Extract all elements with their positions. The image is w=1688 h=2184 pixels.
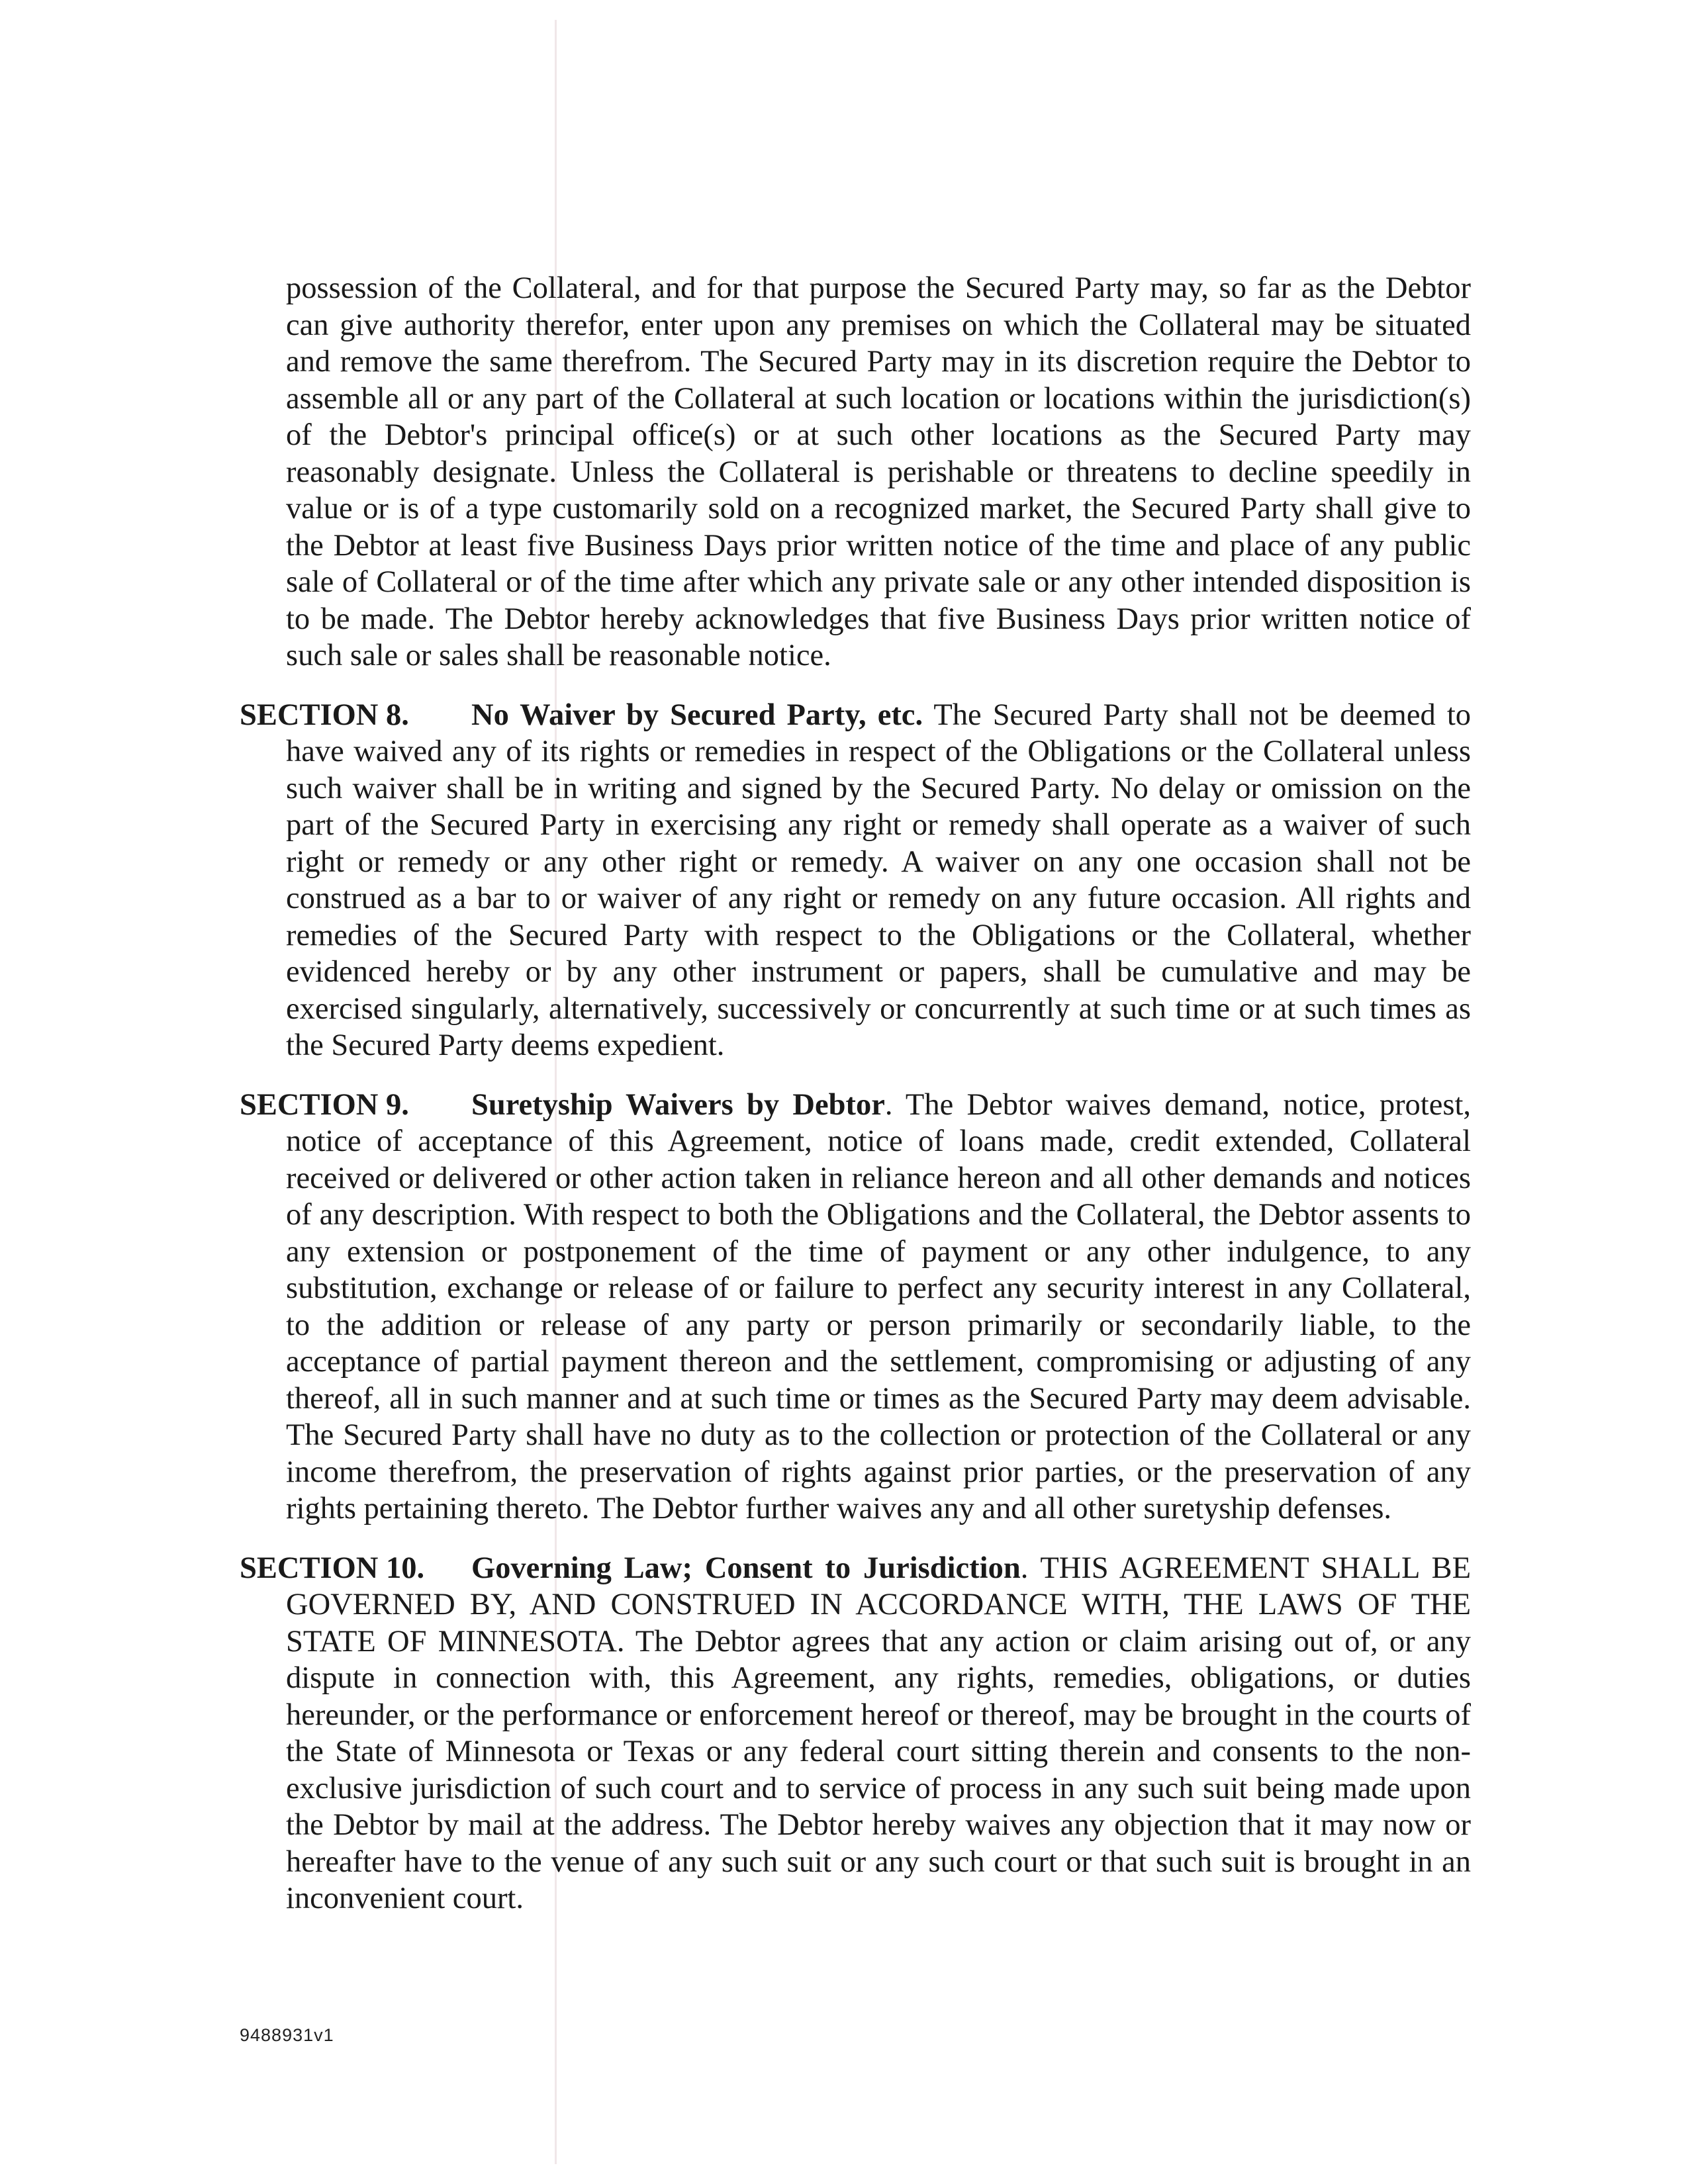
- section-9-title: Suretyship Waivers by Debtor: [471, 1087, 885, 1122]
- section-8-body: The Secured Party shall not be deemed to have waived any of its rights or remedies in respect of the Obligations or the Collateral unless such waiver shall be in writing and signed by the Secured Party. No delay or omission on the part of the Secured Party in exercising any right or remedy shall operate as a waiver of such right or remedy or any other right or remedy. A waiver on any one occasion shall not be construed as a bar to or waiver of any right or remedy on any future occasion. All rights and remedies of the Secured Party with respect to the Obligations or the Collateral, whether evidenced hereby or by any other instrument or papers, shall be cumulative and may be exercised singularly, alternatively, successively or concurrently at such time or at such times as the Secured Party deems expedient.: [286, 698, 1471, 1062]
- continuation-paragraph: possession of the Collateral, and for that purpose the Secured Party may, so far as the Debtor can give authority therefor, enter upon any premises on which the Collateral may be situated and remove the same therefrom. The Secured Party may in its discretion require the Debtor to assemble all or any part of the Collateral at such location or locations within the jurisdiction(s) of the Debtor's principal office(s) or at such other locations as the Secured Party may reasonably designate. Unless the Collateral is perishable or threatens to decline speedily in value or is of a type customarily sold on a recognized market, the Secured Party shall give to the Debtor at least five Business Days prior written notice of the time and place of any public sale of Collateral or of the time after which any private sale or any other intended disposition is to be made. The Debtor hereby acknowledges that five Business Days prior written notice of such sale or sales shall be reasonable notice.: [286, 271, 1471, 672]
- section-8-title: No Waiver by Secured Party, etc.: [471, 698, 923, 732]
- document-id-footer: 9488931v1: [240, 2025, 334, 2045]
- section-9-number: SECTION 9.: [240, 1087, 409, 1122]
- section-10-title: Governing Law; Consent to Jurisdiction: [471, 1551, 1021, 1585]
- section-10-body: . THIS AGREEMENT SHALL BE GOVERNED BY, AND CONSTRUED IN ACCORDANCE WITH, THE LAWS OF THE STATE OF MINNESOTA. The Debtor agrees that any action or claim arising out of, or any dispute in connection with, this Agreement, any rights, remedies, obligations, or duties hereunder, or the performance or enforcement hereof or thereof, may be brought in the courts of the State of Minnesota or Texas or any federal court sitting therein and consents to the non-exclusive jurisdiction of such court and to service of process in any such suit being made upon the Debtor by mail at the address. The Debtor hereby waives any objection that it may now or hereafter have to the venue of any such suit or any such court or that such suit is brought in an inconvenient court.: [286, 1551, 1471, 1915]
- section-8-number: SECTION 8.: [240, 698, 409, 732]
- section-10-number: SECTION 10.: [240, 1551, 425, 1585]
- document-page: [240, 270, 1471, 1940]
- section-9-body: . The Debtor waives demand, notice, protest, notice of acceptance of this Agreement, notice of loans made, credit extended, Collateral received or delivered or other action taken in reliance hereon and all other demands and notices of any description. With respect to both the Obligations and the Collateral, the Debtor assents to any extension or postponement of the time of payment or any other indulgence, to any substitution, exchange or release of or failure to perfect any security interest in any Collateral, to the addition or release of any party or person primarily or secondarily liable, to the acceptance of partial payment thereon and the settlement, compromising or adjusting of any thereof, all in such manner and at such time or times as the Secured Party may deem advisable. The Secured Party shall have no duty as to the collection or protection of the Collateral or any income therefrom, the preservation of rights against prior parties, or the preservation of any rights pertaining thereto. The Debtor further waives any and all other suretyship defenses.: [286, 1087, 1471, 1525]
- section-8: [240, 697, 1471, 1064]
- section-10: [240, 1550, 1471, 1917]
- section-9: [240, 1087, 1471, 1527]
